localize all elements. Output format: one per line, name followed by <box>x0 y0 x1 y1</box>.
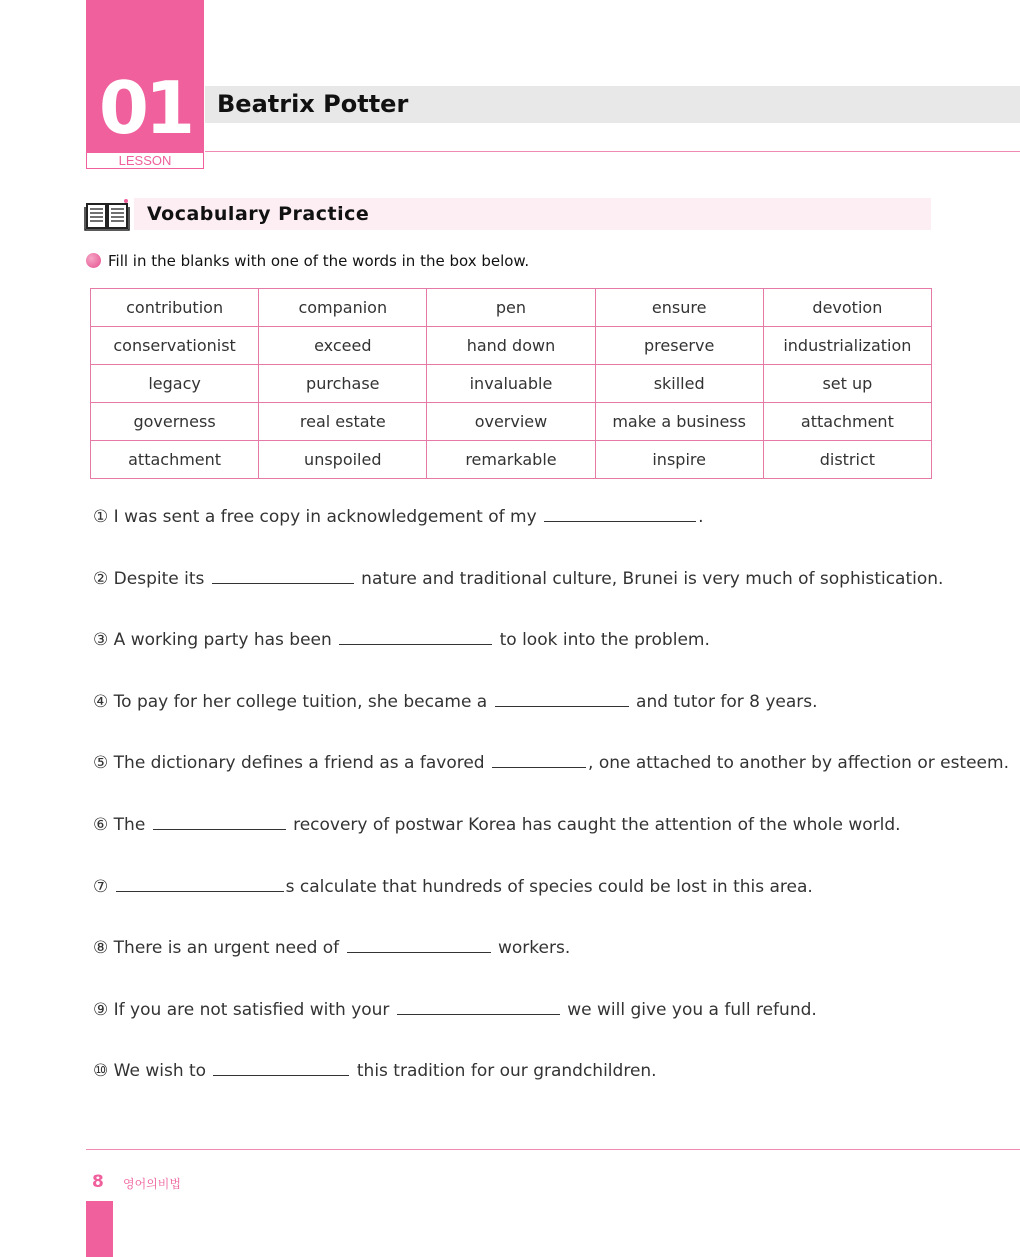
word-cell: skilled <box>595 365 763 403</box>
word-row <box>91 403 932 441</box>
header-divider <box>205 151 1020 152</box>
word-cell: conservationist <box>91 327 259 365</box>
word-cell: real estate <box>259 403 427 441</box>
word-cell: purchase <box>259 365 427 403</box>
question-text-before: I was sent a free copy in acknowledgement of my <box>113 507 537 527</box>
question-number: ④ <box>93 691 109 712</box>
word-cell: devotion <box>763 289 931 327</box>
word-cell: inspire <box>595 441 763 479</box>
word-cell: make a business <box>595 403 763 441</box>
answer-blank[interactable] <box>212 565 354 584</box>
question-text-after: to look into the problem. <box>499 630 710 651</box>
word-cell: preserve <box>595 327 763 365</box>
word-cell: hand down <box>427 327 595 365</box>
question-text-after: , one attached to another by affection or esteem. <box>588 753 1009 774</box>
word-box <box>90 288 932 479</box>
word-cell: ensure <box>595 289 763 327</box>
word-cell: district <box>763 441 931 479</box>
question-number: ② <box>93 568 109 589</box>
question-1 <box>93 503 993 565</box>
answer-blank[interactable] <box>347 934 491 953</box>
book-title: 영어의비법 <box>123 1177 181 1191</box>
word-cell: governess <box>91 403 259 441</box>
answer-blank[interactable] <box>495 688 629 707</box>
question-5 <box>93 749 1009 811</box>
bullet-icon <box>86 253 101 268</box>
question-text-after: . <box>698 507 704 527</box>
question-number: ③ <box>93 630 109 651</box>
question-text-before: A working party has been <box>113 630 332 651</box>
word-row <box>91 441 932 479</box>
page-tab <box>86 1201 113 1257</box>
question-text-before: The dictionary defines a friend as a favored <box>113 753 485 774</box>
question-10 <box>93 1057 993 1119</box>
question-text-after: this tradition for our grandchildren. <box>356 1061 657 1082</box>
word-cell: industrialization <box>763 327 931 365</box>
word-row <box>91 327 932 365</box>
section-title: Vocabulary Practice <box>147 203 370 225</box>
open-book-icon <box>84 198 130 232</box>
answer-blank[interactable] <box>339 626 492 645</box>
word-cell: exceed <box>259 327 427 365</box>
question-text-before: The <box>113 814 146 835</box>
question-text-after: workers. <box>497 938 571 959</box>
question-2 <box>93 565 993 627</box>
word-cell: invaluable <box>427 365 595 403</box>
title-bar <box>205 86 1020 123</box>
question-number: ① <box>93 507 109 527</box>
instruction <box>86 250 529 272</box>
page-number: 8 <box>92 1172 104 1192</box>
instruction-text: Fill in the blanks with one of the words in the box below. <box>108 252 530 270</box>
word-cell: unspoiled <box>259 441 427 479</box>
word-cell: overview <box>427 403 595 441</box>
question-8 <box>93 934 993 996</box>
question-text-before: There is an urgent need of <box>113 938 340 959</box>
question-number: ⑦ <box>93 876 109 897</box>
lesson-label: LESSON <box>86 153 204 169</box>
word-cell: set up <box>763 365 931 403</box>
question-list <box>93 503 1009 1119</box>
question-text-after: we will give you a full refund. <box>567 999 817 1020</box>
word-cell: attachment <box>763 403 931 441</box>
word-cell: pen <box>427 289 595 327</box>
word-cell: attachment <box>91 441 259 479</box>
answer-blank[interactable] <box>213 1057 349 1076</box>
question-number: ⑧ <box>93 938 109 959</box>
word-cell: legacy <box>91 365 259 403</box>
word-row <box>91 289 932 327</box>
question-text-before: Despite its <box>113 568 205 589</box>
question-6 <box>93 811 993 873</box>
question-9 <box>93 996 993 1058</box>
word-cell: companion <box>259 289 427 327</box>
lesson-badge <box>86 0 204 153</box>
question-text-after: nature and traditional culture, Brunei is very much of sophistication. <box>361 568 944 589</box>
word-cell: remarkable <box>427 441 595 479</box>
question-number: ⑨ <box>93 999 109 1020</box>
question-number: ⑥ <box>93 814 109 835</box>
word-row <box>91 365 932 403</box>
question-number: ⑤ <box>93 753 109 774</box>
answer-blank[interactable] <box>153 811 286 830</box>
lesson-number: 01 <box>98 66 192 150</box>
answer-blank[interactable] <box>116 873 284 892</box>
question-7 <box>93 873 993 935</box>
question-text-after: and tutor for 8 years. <box>636 691 818 712</box>
question-text-after: s calculate that hundreds of species could be lost in this area. <box>285 876 813 897</box>
question-text-after: recovery of postwar Korea has caught the attention of the whole world. <box>293 814 901 835</box>
question-number: ⑩ <box>93 1061 109 1082</box>
question-3 <box>93 626 993 688</box>
question-4 <box>93 688 993 750</box>
answer-blank[interactable] <box>397 996 560 1015</box>
word-cell: contribution <box>91 289 259 327</box>
question-text-before: If you are not satisfied with your <box>113 999 390 1020</box>
question-text-before: We wish to <box>113 1061 207 1082</box>
answer-blank[interactable] <box>492 749 586 768</box>
section-bar <box>134 198 931 230</box>
footer-divider <box>86 1149 1020 1150</box>
page-title: Beatrix Potter <box>217 90 409 118</box>
question-text-before: To pay for her college tuition, she became a <box>113 691 488 712</box>
answer-blank[interactable] <box>544 503 696 522</box>
